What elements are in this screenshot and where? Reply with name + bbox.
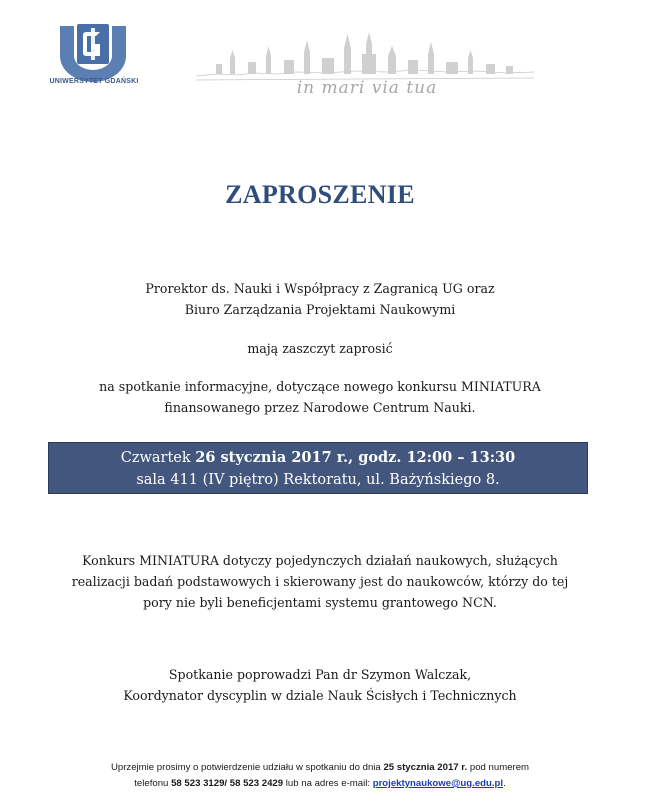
rsvp-deadline: 25 stycznia 2017 r. xyxy=(383,762,468,773)
footer-text: . xyxy=(503,778,506,789)
purpose-paragraph xyxy=(0,376,640,418)
host-paragraph xyxy=(0,664,640,706)
purpose-line: na spotkanie informacyjne, dotyczące nowego konkursu MINIATURA xyxy=(99,379,541,394)
purpose-line: finansowanego przez Narodowe Centrum Nauki. xyxy=(164,400,476,415)
rsvp-footer xyxy=(0,760,640,792)
description-line: realizacji badań podstawowych i skierowany jest do naukowców, którzy do tej xyxy=(71,574,569,589)
footer-line xyxy=(0,760,640,776)
footer-text: pod numerem xyxy=(467,762,530,773)
invite-text: mają zaszczyt zaprosić xyxy=(247,341,393,356)
footer-text: telefonu xyxy=(134,778,172,789)
description-paragraph xyxy=(0,550,640,613)
host-line: Spotkanie poprowadzi Pan dr Szymon Walczak, xyxy=(168,667,472,682)
contact-email-link[interactable]: projektynaukowe@ug.edu.pl xyxy=(372,778,504,789)
university-motto: in mari via tua xyxy=(296,78,438,98)
contact-phones: 58 523 3129/ 58 523 2429 xyxy=(171,778,284,789)
footer-text: Uprzejmie prosimy o potwierdzenie udziału w spotkaniu do dnia xyxy=(110,762,384,773)
city-skyline-image xyxy=(196,28,534,84)
event-details-banner xyxy=(48,442,588,494)
intro-line: Biuro Zarządzania Projektami Naukowymi xyxy=(184,302,456,317)
footer-line xyxy=(0,776,640,792)
event-day: Czwartek xyxy=(120,450,196,466)
description-line: Konkurs MINIATURA dotyczy pojedynczych działań naukowych, służących xyxy=(82,553,558,568)
event-date-line xyxy=(49,447,587,469)
host-line: Koordynator dyscyplin w dziale Nauk Ścisłych i Technicznych xyxy=(123,688,517,703)
intro-line: Prorektor ds. Nauki i Współpracy z Zagranicą UG oraz xyxy=(145,281,495,296)
logo-label: UNIWERSYTET GDAŃSKI xyxy=(49,78,139,85)
intro-paragraph xyxy=(0,278,640,320)
page-title: ZAPROSZENIE xyxy=(225,180,415,209)
event-location: sala 411 (IV piętro) Rektoratu, ul. Bażyńskiego 8. xyxy=(136,472,500,488)
description-line: pory nie byli beneficjentami systemu grantowego NCN. xyxy=(143,595,497,610)
footer-text: lub na adres e-mail: xyxy=(283,778,373,789)
event-datetime: 26 stycznia 2017 r., godz. 12:00 – 13:30 xyxy=(195,449,516,466)
